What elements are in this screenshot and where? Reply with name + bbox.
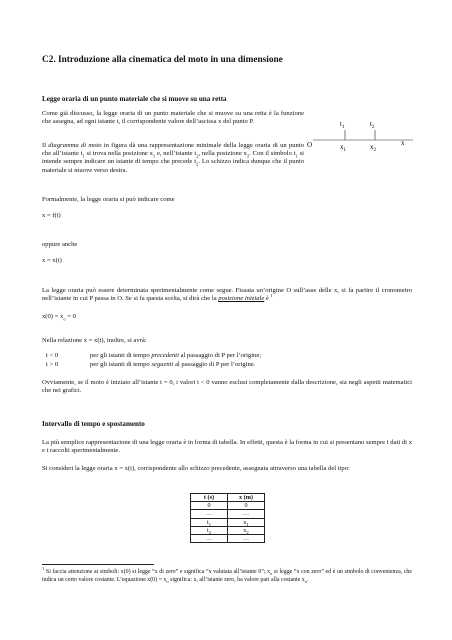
cell: $t_1$ [191,518,228,526]
text-run: , nella posizione x [198,150,247,158]
table-row [191,518,265,526]
paragraph-tabella: La più semplice rappresentazione di una legge oraria è in forma di tabella. In effetti, questa è la forma in cui si presentano sempre i dati di x e t raccolti sperimentalmente. [42,439,412,455]
text-run: è [264,295,271,303]
text-run: si trova nella posizione x [84,150,153,158]
paragraph-relazione: Nella relazione x = x(t), inoltre, si avrà: [42,337,147,344]
text-run: per gli istanti di tempo [90,352,152,359]
text-run: al passaggio di P per l’origine. [173,361,256,368]
subscript: 2 [246,153,250,159]
footnote-ref[interactable]: 1 [270,293,273,299]
text-run: al passaggio di P per l’origine; [178,352,262,359]
footnote-mark: 1 [42,566,45,572]
paragraph-oppure: oppure anche [42,241,78,248]
emphasis-diagramma: diagramma di moto [48,142,102,149]
subscript: o [270,571,273,577]
page-title: C2. Introduzione alla cinematica del moto in una dimensione [42,55,283,65]
condition-negative: t < 0 [46,352,59,359]
cell: … [191,534,228,542]
text-run: Il [42,142,49,149]
equation-x0 [42,313,76,321]
motion-diagram [305,114,417,176]
header-t: t (s) [191,494,228,502]
paragraph-intro: Come già discusso, la legge oraria di un punto materiale che si muove su una retta è la funzione che assegna, ad ogni istante t, il corrispondente valore dell’ascissa x del punto P. [42,110,304,126]
table-row [191,534,265,542]
label-t1: $t_1$ [340,120,345,130]
table-row [191,510,265,518]
condition-positive: t > 0 [46,361,59,368]
condition-negative-text [90,352,261,360]
text-run: significa: x, all’istante zero, ha valore pari alla costante x [168,576,305,583]
text-run: si intende sempre indicare un istante di tempo che precede t [42,150,304,166]
label-x2: $x_2$ [370,143,376,153]
label-x-axis: x [401,139,405,147]
text-run: . Lo schizzo indica dunque che il punto materiale si muove verso destra. [42,158,304,174]
footnote [42,566,412,584]
text-run: Si faccia attenzione ai simboli: x(0) si legge “x di zero” e significa “x valutata all’istante 0”; x [44,569,271,575]
section-heading-intervallo: Intervallo di tempo e spostamento [42,420,145,428]
cell: … [228,510,265,518]
equation-xt: x = x(t) [42,257,62,264]
paragraph-si-consideri: Si consideri la legge oraria x = x(t), corrispondente allo schizzo precedente, assegnata attraverso una tabella del tipo: [42,465,350,472]
subscript: o [166,578,169,584]
data-table [190,493,265,543]
subscript: 1 [152,153,156,159]
text-run: per gli istanti di tempo [90,361,152,368]
paragraph-ovviamente: Ovviamente, se il moto è iniziato all’istante t = 0, i valori t < 0 vanno esclusi completamente dalla descrizione, sia negli aspetti matematici che nei grafici. [42,379,412,395]
text-run: = 0 [65,313,76,320]
equation-f: x = f(t) [42,212,61,219]
text-run: . [307,576,309,583]
cell: $x_1$ [228,518,265,526]
emphasis-seguenti: seguenti [151,361,174,368]
cell: $t_2$ [191,526,228,534]
subscript: 1 [295,153,298,159]
subscript: o [63,316,66,322]
subscript: 1 [82,153,85,159]
cell: 0 [191,502,228,510]
paragraph-formale: Formalmente, la legge oraria si può indicare come [42,196,175,203]
section-heading-legge-oraria: Legge oraria di un punto materiale che si muove su una retta [42,95,227,103]
subscript: 2 [196,161,199,167]
footnote-separator [42,564,154,565]
text-run: si legge “x con zero” ed è un simbolo di convenienza, che indica un certo valore costante. L’equazione x(0) = x [42,569,412,583]
subscript: 2 [196,153,199,159]
text-run: x(0) = x [42,313,64,320]
label-t2: $t_2$ [370,120,375,130]
text-run: in figura dà una rappresentazione minimale della legge oraria di un punto che all’istante t [42,142,304,158]
emphasis-precedenti: precedenti [151,352,179,359]
table-header-row [191,494,265,502]
paragraph-diagramma [42,142,304,175]
text-run: e, nell’istante t [155,150,197,158]
emphasis-posizione-iniziale: posizione iniziale [218,295,265,303]
cell: … [228,534,265,542]
cell: $x_2$ [228,526,265,534]
condition-positive-text [90,361,255,369]
cell: 0 [228,502,265,510]
subscript: o [304,578,307,584]
table-row [191,526,265,534]
header-x: x (m) [228,494,265,502]
label-origin: O [307,141,313,149]
table-row [191,502,265,510]
paragraph-sperimentale [42,287,412,303]
text-run: . Con il simbolo t [249,150,296,158]
cell: … [191,510,228,518]
text-run: La legge oraria può essere determinata sperimentalmente come segue. Fissata un’origine O sull’asse delle x, si fa partire il cronometro nell’istante in cui P passa in O. Se si fa questa scelta, si dirà che la [42,287,412,303]
label-x1: $x_1$ [340,143,346,153]
